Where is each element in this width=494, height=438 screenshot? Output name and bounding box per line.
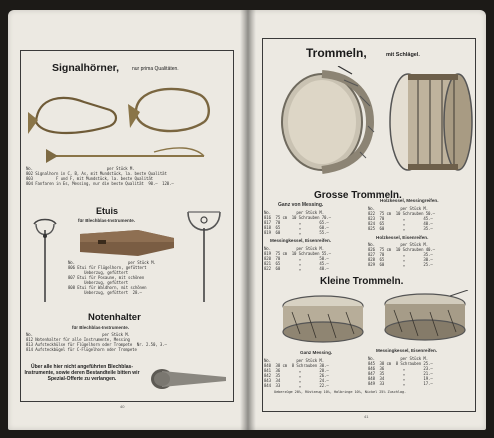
grosse-trommeln-title: Grosse Trommeln. — [314, 190, 402, 201]
kleine-trommeln-title: Kleine Trommeln. — [320, 276, 404, 287]
snare-drum-brass-illustration — [278, 292, 368, 350]
ganz-messing-label-2: Ganz Messing. — [300, 350, 333, 355]
trommeln-subtitle: mit Schlägel. — [386, 52, 420, 58]
etuis-title: Etuis — [96, 206, 119, 216]
snare-drum-iron-illustration — [380, 290, 470, 348]
bass-drum-brass-illustration — [274, 66, 378, 176]
kleine-table-e: No. per Stück M. 840 38 cm 8 Schrauben 30.— 841 36 „ 28.— 842 35 „ 26.— 843 34 „ 24.— 844 33 „ 22.— — [264, 358, 329, 388]
holzkessel-messingreifen-label: Holzkessel, Messingreifen. — [380, 198, 439, 203]
music-lyre-illustration — [30, 216, 60, 306]
right-footer-note: Ueberzüge 20%, Rüstzeug 10%, Halbringe 10%, Nickel 25% Zuschlag. — [274, 390, 407, 394]
holzkessel-eisenreifen-label: Holzkessel, Eisenreifen. — [376, 235, 429, 240]
left-page-number: 40 — [120, 404, 125, 409]
messingkessel-label: Messingkessel, Eisenreifen. — [270, 238, 332, 243]
catalog-spread — [8, 10, 486, 430]
grosse-table-b: No. per Stück M. 822 75 cm 10 Schrauben 50.— 823 70 „ 45.— 824 65 „ 40.— 825 60 „ 35.— — [368, 206, 435, 231]
lyre-holder-illustration — [184, 206, 224, 306]
grosse-table-a: No. per Stück M. 816 75 cm 10 Schrauben 70.— 817 70 „ 65.— 818 65 „ 60.— 819 60 „ 55.— — [264, 210, 331, 235]
signal-horn-subtitle: nur prima Qualitäten. — [132, 66, 179, 72]
instrument-case-illustration — [78, 228, 178, 258]
etuis-subtitle: für Blechblas-Instrumente. — [78, 218, 136, 223]
ganz-messing-label: Ganz von Messing. — [278, 202, 324, 208]
signal-horn-title: Signalhörner, — [52, 62, 120, 74]
messingkessel-label-2: Messingkessel, Eisenreifen. — [376, 348, 438, 353]
special-offer-note: Über alle hier nicht angeführten Blechblas-Instrumente, sowie deren Bestandteile bitten wir Spezial-Offerte zu verlangen. — [24, 364, 140, 383]
bass-drum-wood-illustration — [388, 66, 474, 180]
etuis-price-list: No. per Stück M. 806 Etui für Flügelhorn, gefüttert Ueberzug, gefüttert 807 Etui für Posaune, mit schönen Ueberzug, gefüttert 808 Etui für Waldhorn, mit schönen Ueberzug, gefüttert 28.— — [68, 260, 156, 295]
kleine-table-f: No. per Stück M. 845 38 cm 8 Schrauben 25.— 846 36 „ 23.— 847 35 „ 21.— 848 34 „ 19.— 849 33 „ 17.— — [368, 356, 433, 386]
left-page — [8, 10, 248, 430]
grosse-table-d: No. per Stück M. 826 75 cm 10 Schrauben 40.— 827 70 „ 35.— 828 65 „ 30.— 829 60 „ 25.— — [368, 242, 435, 267]
signal-horn-illustration — [24, 76, 224, 164]
right-page-number: 41 — [364, 414, 369, 419]
right-page — [248, 10, 486, 430]
notenhalter-title: Notenhalter — [88, 312, 141, 323]
book-gutter — [240, 10, 256, 430]
trommeln-title: Trommeln, — [306, 46, 367, 60]
mute-illustration — [148, 366, 230, 392]
notenhalter-price-list: No. per Stück M. 812 Notenhalter für alle Instrumente, Messing 813 Aufsteckhülse für Flügelhorn oder Trompete Nr. 2.50, 3.— 814 Aufsteckbügel für C-Flügelhorn oder Trompete — [26, 332, 167, 352]
signal-horn-price-list: No. per Stück M. 802 Signalhorn in C, B, As, mit Mundstück, la. beste Qualität 803 F und F, mit Mundstück, la. beste Qualität 804 Fanfaren in Es, Messing, nur die beste Qualität 90.— 120.— — [26, 166, 174, 186]
notenhalter-subtitle: für Blechblas-Instrumente. — [72, 325, 130, 330]
grosse-table-c: No. per Stück M. 819 75 cm 10 Schrauben 55.— 820 70 „ 50.— 821 65 „ 45.— 822 60 „ 40.— — [264, 246, 331, 271]
